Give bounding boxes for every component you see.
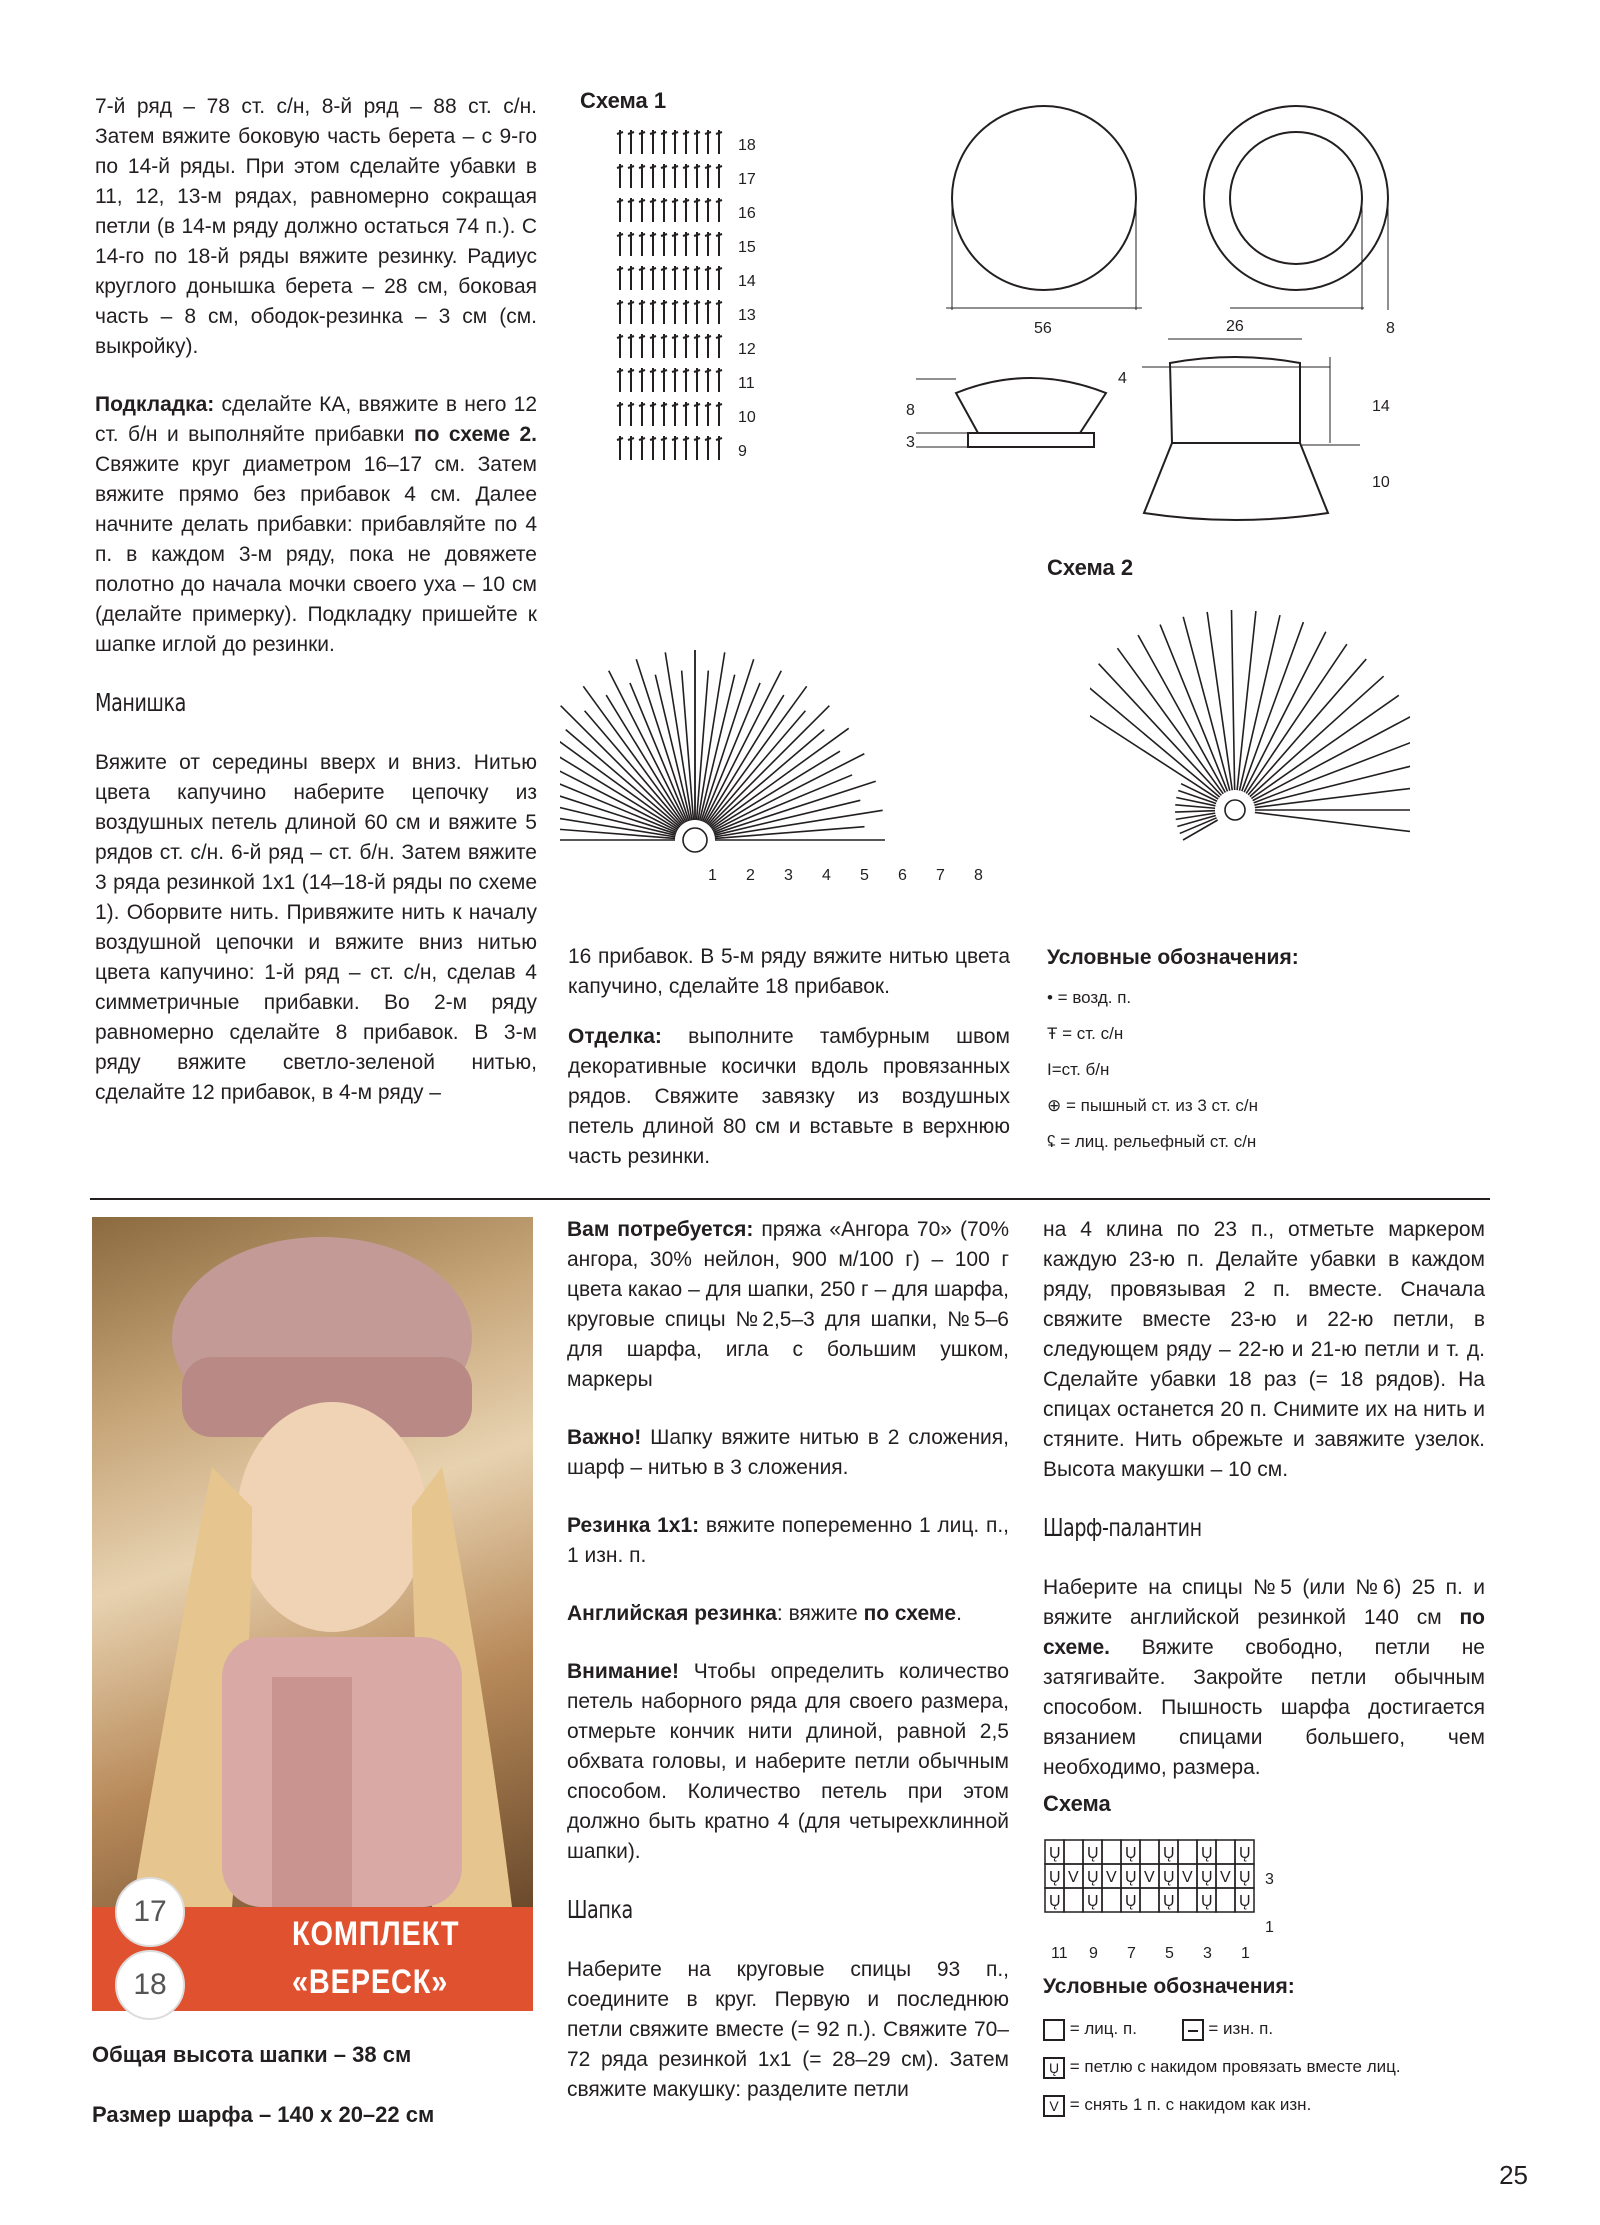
dim-8-ring: 8 xyxy=(1386,320,1395,337)
knit-icon xyxy=(1043,2019,1065,2041)
right-column-bottom xyxy=(1043,1215,1485,1819)
grid-col-number: 1 xyxy=(1241,1945,1250,1962)
heading-scarf: Шарф-палантин xyxy=(1043,1513,1202,1542)
grid-symbol: Ų xyxy=(1163,1845,1175,1862)
row-number: 10 xyxy=(738,409,756,426)
grid-symbol: Ų xyxy=(1049,1869,1061,1886)
grid-symbol: Ų xyxy=(1163,1893,1175,1910)
schema2-diagram xyxy=(1090,570,1410,880)
grid-row-number: 3 xyxy=(1265,1871,1274,1888)
legend-yo-knit: Ų = петлю с накидом провязать вместе лиц. xyxy=(1043,2048,1401,2086)
row-number: 11 xyxy=(738,375,755,392)
fan-number: 4 xyxy=(822,867,831,884)
number-badge-17: 17 xyxy=(115,1877,185,1947)
manishka-instructions: Вяжите от середины вверх и вниз. Нитью цвета капучино наберите цепочку из воздушных петель длиной 60 см и вяжите 5 рядов ст. с/н. 6-й ряд – ст. б/н. Затем вяжите 3 ряда резинкой 1х1 (14–18-й ряды по схеме 1). Оборвите нить. Привяжите нить к началу воздушной цепочки и вяжите вниз нитью цвета капучино: 1-й ряд – ст. с/н, сделав 4 симметричные прибавки. Во 2-м ряду равномерно сделайте 8 прибавок. В 3-м ряду вяжите светло-зеленой нитью, сделайте 12 прибавок, в 4-м ряду – xyxy=(95,751,537,1104)
legend-item-relief: ʢ = лиц. рельефный ст. с/н xyxy=(1047,1132,1257,1151)
dim-14: 14 xyxy=(1372,398,1390,415)
row-number: 9 xyxy=(738,443,747,460)
slip-yo-icon: V xyxy=(1043,2095,1065,2117)
materials: Вам потребуется: пряжа «Ангора 70» (70% ангора, 30% нейлон, 900 м/100 г) – 100 г цвета какао – для шапки, 250 г – для шарфа, круговые спицы №2,5–3 для шапки, №5–6 для шарфа, игла с большим ушком, маркеры xyxy=(567,1218,1009,1391)
schema2-title: Схема 2 xyxy=(1047,555,1134,580)
heading-hat: Шапка xyxy=(567,1895,633,1924)
schema1-title: Схема 1 xyxy=(580,88,667,113)
legend-slip-yo: V = снять 1 п. с накидом как изн. xyxy=(1043,2086,1401,2124)
left-column-top xyxy=(95,92,537,1136)
section-divider xyxy=(90,1198,1490,1200)
row-number: 15 xyxy=(738,239,756,256)
grid-symbol: Ų xyxy=(1087,1893,1099,1910)
mid-column-bottom xyxy=(567,1215,1009,2133)
legend-item-chain: • = возд. п. xyxy=(1047,988,1132,1007)
grid-symbol: V xyxy=(1220,1869,1231,1886)
legend-knit-purl: = лиц. п. = изн. п. xyxy=(1043,2010,1401,2048)
english-rib: Английская резинка: вяжите по схеме. xyxy=(567,1602,962,1625)
hat-instructions: Наберите на круговые спицы 93 п., соедините в круг. Первую и последнюю петли свяжите вместе (= 92 п.). Свяжите 70–72 ряда резинкой 1х1 (= 28–29 см). Затем свяжите макушку: разделите петли xyxy=(567,1958,1009,2101)
grid-symbol: V xyxy=(1068,1869,1079,1886)
lining-instructions: Подкладка: сделайте КА, ввяжите в него 12 ст. б/н и выполняйте прибавки по схеме 2. Свяжите круг диаметром 16–17 см. Затем вяжите прямо без прибавок 4 см. Далее начните делать прибавки: прибавляйте по 4 п. в каждом 3-м ряду, пока не довяжете полотно до начала мочки своего уха – 10 см (делайте примерку). Подкладку пришейте к шапке иглой до резинки. xyxy=(95,393,538,656)
hat-height: Общая высота шапки – 38 см xyxy=(92,2042,412,2067)
grid-symbol: Ų xyxy=(1125,1845,1137,1862)
page-number: 25 xyxy=(1499,2160,1528,2190)
row-number: 12 xyxy=(738,341,756,358)
row-number: 17 xyxy=(738,171,756,188)
beret-instructions: 7-й ряд – 78 ст. с/н, 8-й ряд – 88 ст. с/н. Затем вяжите боковую часть берета – с 9-го по 14-й ряды. При этом сделайте убавки в 11, 12, 13-м рядах, равномерно сокращая петли (в 14-м ряду должно остаться 74 п.). С 14-го по 18-й ряды вяжите резинку. Радиус круглого донышка берета – 28 см, боковая часть – 8 см, ободок-резинка – 3 см (см. выкройку). xyxy=(95,95,537,358)
scarf-legend-title: Условные обозначения: xyxy=(1043,1975,1295,1998)
grid-symbol: Ų xyxy=(1163,1869,1175,1886)
grid-symbol: Ų xyxy=(1201,1845,1213,1862)
grid-symbol: Ų xyxy=(1201,1893,1213,1910)
dim-56: 56 xyxy=(1034,320,1052,337)
grid-symbol: Ų xyxy=(1239,1869,1251,1886)
banner-line1: КОМПЛЕКТ xyxy=(292,1915,460,1953)
schema1-legend xyxy=(1047,940,1299,1160)
grid-col-number: 3 xyxy=(1203,1945,1212,1962)
fan-number: 2 xyxy=(746,867,755,884)
grid-row-number: 1 xyxy=(1265,1919,1274,1936)
grid-symbol: Ų xyxy=(1201,1869,1213,1886)
grid-symbol: V xyxy=(1144,1869,1155,1886)
rib-1x1: Резинка 1х1: вяжите попеременно 1 лиц. п., 1 изн. п. xyxy=(567,1514,1009,1567)
grid-symbol: Ų xyxy=(1125,1869,1137,1886)
scarf-schema-title: Схема xyxy=(1043,1791,1111,1816)
fan-number: 6 xyxy=(898,867,907,884)
fan-number: 8 xyxy=(974,867,983,884)
grid-symbol: Ų xyxy=(1239,1845,1251,1862)
scarf-legend xyxy=(1043,1968,1401,2124)
grid-symbol: Ų xyxy=(1087,1845,1099,1862)
grid-symbol: V xyxy=(1182,1869,1193,1886)
fan-number: 7 xyxy=(936,867,945,884)
legend-item-sc: I=ст. б/н xyxy=(1047,1060,1110,1079)
dim-10: 10 xyxy=(1372,474,1390,491)
grid-symbol: Ų xyxy=(1125,1893,1137,1910)
grid-col-number: 5 xyxy=(1165,1945,1174,1962)
row-number: 18 xyxy=(738,137,756,154)
grid-symbol: Ų xyxy=(1049,1893,1061,1910)
dim-4: 4 xyxy=(1118,370,1127,387)
dim-3: 3 xyxy=(906,434,915,451)
row-number: 14 xyxy=(738,273,756,290)
row-number: 13 xyxy=(738,307,756,324)
fan-number: 3 xyxy=(784,867,793,884)
heading-manishka: Манишка xyxy=(95,688,186,717)
legend-title: Условные обозначения: xyxy=(1047,946,1299,969)
number-badge-18: 18 xyxy=(115,1950,185,2020)
row-number: 16 xyxy=(738,205,756,222)
model-photo xyxy=(92,1217,533,1907)
manishka-continued: 16 прибавок. В 5-м ряду вяжите нитью цвета капучино, сделайте 18 прибавок. xyxy=(568,945,1010,998)
scarf-instructions: Наберите на спицы №5 (или №6) 25 п. и вяжите английской резинкой 140 см по схеме. Вяжите свободно, петли не затягивайте. Закройте петли обычным способом. Пышность шарфа достигается вязанием спицами большего, чем необходимо, размера. xyxy=(1043,1576,1485,1779)
purl-icon xyxy=(1182,2019,1204,2041)
fan-number: 1 xyxy=(708,867,717,884)
grid-symbol: Ų xyxy=(1239,1893,1251,1910)
fan-number: 5 xyxy=(860,867,869,884)
grid-symbol: V xyxy=(1106,1869,1117,1886)
finishing-instructions: Отделка: выполните тамбурным швом декоративные косички вдоль провязанных рядов. Свяжите завязку из воздушных петель длиной 80 см и вставьте в верхнюю часть резинки. xyxy=(568,1025,1010,1168)
grid-col-number: 7 xyxy=(1127,1945,1136,1962)
scarf-chart xyxy=(1043,1838,1373,1968)
grid-col-number: 11 xyxy=(1051,1945,1068,1962)
yo-knit-icon: Ų xyxy=(1043,2057,1065,2079)
grid-symbol: Ų xyxy=(1049,1845,1061,1862)
scarf-size: Размер шарфа – 140 х 20–22 см xyxy=(92,2102,435,2127)
beret-pattern-diagram xyxy=(890,95,1430,535)
banner-line2: «ВЕРЕСК» xyxy=(292,1963,449,2001)
dim-8-side: 8 xyxy=(906,402,915,419)
important-note: Важно! Шапку вяжите нитью в 2 сложения, шарф – нитью в 3 сложения. xyxy=(567,1426,1009,1479)
attention-note: Внимание! Чтобы определить количество петель наборного ряда для своего размера, отмерьте кончик нити длиной, равной 2,5 обхвата головы, и наберите петли обычным способом. Количество петель при этом должно быть кратно 4 (для четырехклинной шапки). xyxy=(567,1660,1009,1863)
mid-column-top xyxy=(568,942,1010,1200)
grid-col-number: 9 xyxy=(1089,1945,1098,1962)
grid-symbol: Ų xyxy=(1087,1869,1099,1886)
hat-instructions-continued: на 4 клина по 23 п., отметьте маркером каждую 23-ю п. Делайте убавки в каждом ряду, провязывая 2 п. вместе. Сначала свяжите вместе 23-ю и 22-ю петли, в следующем ряду – 22-ю и 21-ю петли и т. д. Сделайте убавки 18 раз (= 18 рядов). На спицах останется 20 п. Снимите их на нить и стяните. Нить обрежьте и завяжите узелок. Высота макушки – 10 см. xyxy=(1043,1218,1485,1481)
dim-26: 26 xyxy=(1226,318,1244,335)
legend-item-dc: Ŧ = ст. с/н xyxy=(1047,1024,1124,1043)
legend-item-puff: ⊕ = пышный ст. из 3 ст. с/н xyxy=(1047,1096,1259,1115)
